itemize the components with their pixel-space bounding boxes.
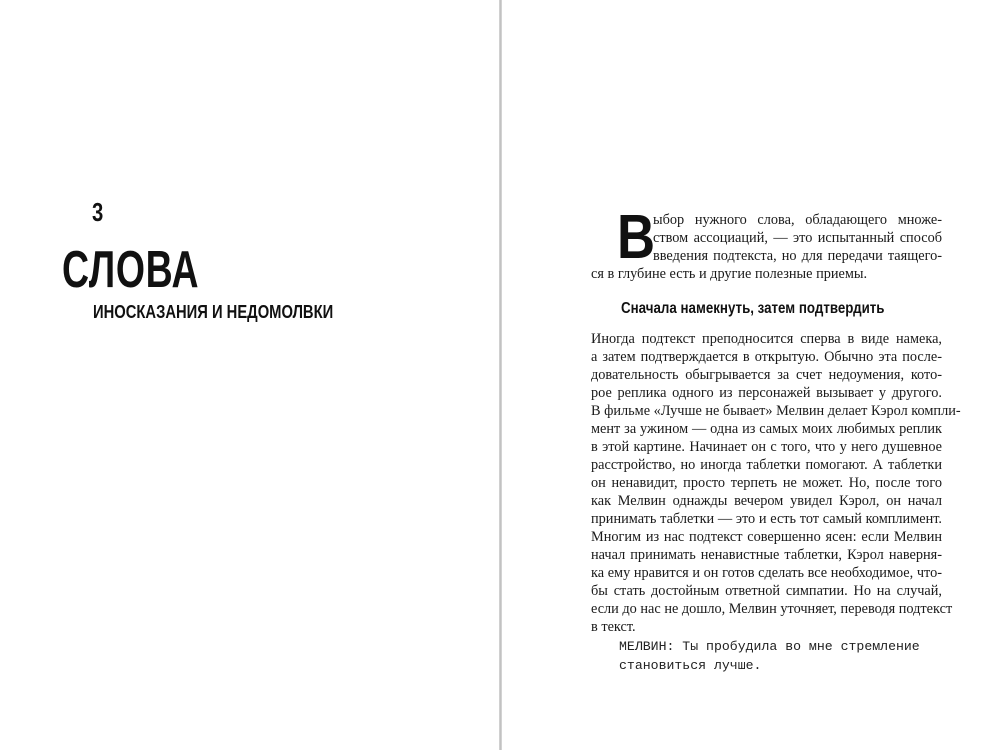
body-line: начал принимать ненавистные таблетки, Кэрол наверня- — [591, 547, 942, 563]
intro-line: введения подтекста, но для передачи таящего- — [653, 248, 942, 264]
body-line: в текст. — [591, 619, 636, 635]
body-line: Иногда подтекст преподносится сперва в виде намека, — [591, 331, 942, 347]
intro-line: ством ассоциаций, — это испытанный способ — [653, 230, 942, 246]
body-line: принимать таблетки — это и есть тот самый комплимент. — [591, 511, 942, 527]
body-line: расстройство, но иногда таблетки помогают. А таблетки — [591, 457, 942, 473]
body-line: в этой картине. Начинает он с того, что у него душевное — [591, 439, 942, 455]
body-line: если до нас не дошло, Мелвин уточняет, переводя подтекст — [591, 601, 953, 617]
body-line: как Мелвин однажды вечером увидел Кэрол, он начал — [591, 493, 942, 509]
body-line: довательность обыгрывается за счет недоумения, кото- — [591, 367, 942, 383]
section-heading: Сначала намекнуть, затем подтвердить — [621, 300, 885, 317]
body-line: а затем подтверждается в открытую. Обычно эта после- — [591, 349, 942, 365]
body-line: ка ему нравится и он готов сделать все необходимое, что- — [591, 565, 942, 581]
body-line: В фильме «Лучше не бывает» Мелвин делает Кэрол компли- — [591, 403, 961, 419]
body-line: бы стать достойным ответной симпатии. Но на случай, — [591, 583, 942, 599]
left-page — [0, 0, 500, 750]
chapter-title: СЛОВА — [62, 241, 200, 299]
chapter-subtitle: ИНОСКАЗАНИЯ И НЕДОМОЛВКИ — [93, 302, 334, 322]
intro-line: ыбор нужного слова, обладающего множе- — [653, 212, 942, 228]
script-line: становиться лучше. — [619, 658, 762, 673]
body-line: рое реплика одного из персонажей вызывает у другого. — [591, 385, 942, 401]
script-line: МЕЛВИН: Ты пробудила во мне стремление — [619, 639, 920, 654]
chapter-number: 3 — [92, 197, 104, 227]
intro-line: ся в глубине есть и другие полезные приемы. — [591, 266, 868, 282]
drop-cap: В — [617, 203, 656, 272]
body-line: Многим из нас подтекст совершенно ясен: если Мелвин — [591, 529, 942, 545]
body-line: он ненавидит, просто терпеть не может. Но, после того — [591, 475, 942, 491]
body-line: мент за ужином — одна из самых моих любимых реплик — [591, 421, 942, 437]
right-page — [502, 0, 1003, 750]
